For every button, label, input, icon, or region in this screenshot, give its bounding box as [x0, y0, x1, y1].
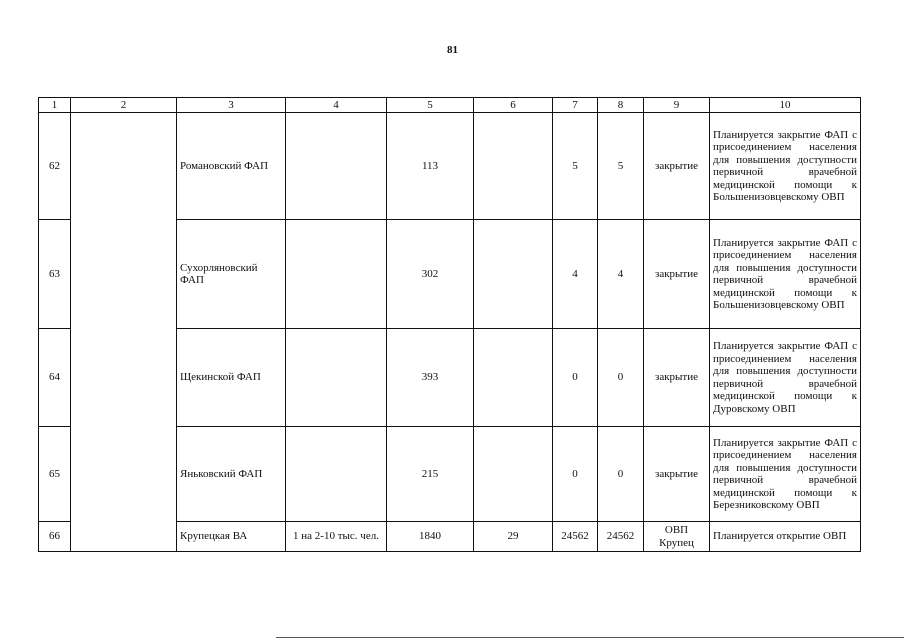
note-cell: [710, 220, 861, 329]
row-number: 64: [39, 329, 71, 427]
norm-cell: 1 на 2-10 тыс. чел.: [286, 522, 387, 552]
page-bottom-edge: [276, 637, 904, 638]
note-text: Планируется закрытие ФАП с присоединением населения для повышения доступности первичной врачебной медицинской помощи к Большенизовцевскому ОВП: [713, 128, 857, 203]
facility-name: Сухорляновский ФАП: [177, 220, 286, 329]
note-text: Планируется закрытие ФАП с присоединением населения для повышения доступности первичной врачебной медицинской помощи к Березниковскому ОВП: [713, 436, 857, 511]
col6-cell: 29: [474, 522, 553, 552]
action-cell: закрытие: [644, 220, 710, 329]
col8-cell: 0: [598, 427, 644, 522]
header-cell: 7: [553, 98, 598, 113]
row-number: 63: [39, 220, 71, 329]
district-cell-merged: [71, 113, 177, 552]
action-cell: закрытие: [644, 427, 710, 522]
note-cell: [710, 329, 861, 427]
facility-name: Яньковский ФАП: [177, 427, 286, 522]
col6-cell: [474, 427, 553, 522]
header-cell: 9: [644, 98, 710, 113]
note-cell: [710, 113, 861, 220]
col6-cell: [474, 113, 553, 220]
header-cell: 4: [286, 98, 387, 113]
header-cell: 5: [387, 98, 474, 113]
col6-cell: [474, 220, 553, 329]
col7-cell: 0: [553, 329, 598, 427]
col8-cell: 4: [598, 220, 644, 329]
table-row: [39, 113, 861, 220]
population-cell: 1840: [387, 522, 474, 552]
population-cell: 302: [387, 220, 474, 329]
col7-cell: 5: [553, 113, 598, 220]
row-number: 66: [39, 522, 71, 552]
note-cell: [710, 522, 861, 552]
note-text: Планируется закрытие ФАП с присоединением населения для повышения доступности первичной врачебной медицинской помощи к Большенизовцевскому ОВП: [713, 236, 857, 311]
col8-cell: 24562: [598, 522, 644, 552]
col7-cell: 4: [553, 220, 598, 329]
col7-cell: 24562: [553, 522, 598, 552]
header-cell: 3: [177, 98, 286, 113]
row-number: 62: [39, 113, 71, 220]
col7-cell: 0: [553, 427, 598, 522]
population-cell: 215: [387, 427, 474, 522]
action-cell: закрытие: [644, 329, 710, 427]
header-cell: 2: [71, 98, 177, 113]
col8-cell: 5: [598, 113, 644, 220]
norm-cell: [286, 329, 387, 427]
facility-name: Романовский ФАП: [177, 113, 286, 220]
facility-name: Щекинской ФАП: [177, 329, 286, 427]
col8-cell: 0: [598, 329, 644, 427]
norm-cell: [286, 113, 387, 220]
row-number: 65: [39, 427, 71, 522]
header-cell: 10: [710, 98, 861, 113]
norm-cell: [286, 427, 387, 522]
header-cell: 8: [598, 98, 644, 113]
table-header-row: [39, 98, 861, 113]
action-cell: закрытие: [644, 113, 710, 220]
page-number: 81: [447, 44, 458, 56]
population-cell: 393: [387, 329, 474, 427]
header-cell: 1: [39, 98, 71, 113]
data-table: [38, 97, 861, 552]
norm-cell: [286, 220, 387, 329]
note-cell: [710, 427, 861, 522]
note-text: Планируется закрытие ФАП с присоединением населения для повышения доступности первичной врачебной медицинской помощи к Дуровскому ОВП: [713, 340, 857, 415]
facility-name: Крупецкая ВА: [177, 522, 286, 552]
population-cell: 113: [387, 113, 474, 220]
note-text: Планируется открытие ОВП: [713, 530, 847, 543]
header-cell: 6: [474, 98, 553, 113]
col6-cell: [474, 329, 553, 427]
action-cell: ОВП Крупец: [644, 522, 710, 552]
